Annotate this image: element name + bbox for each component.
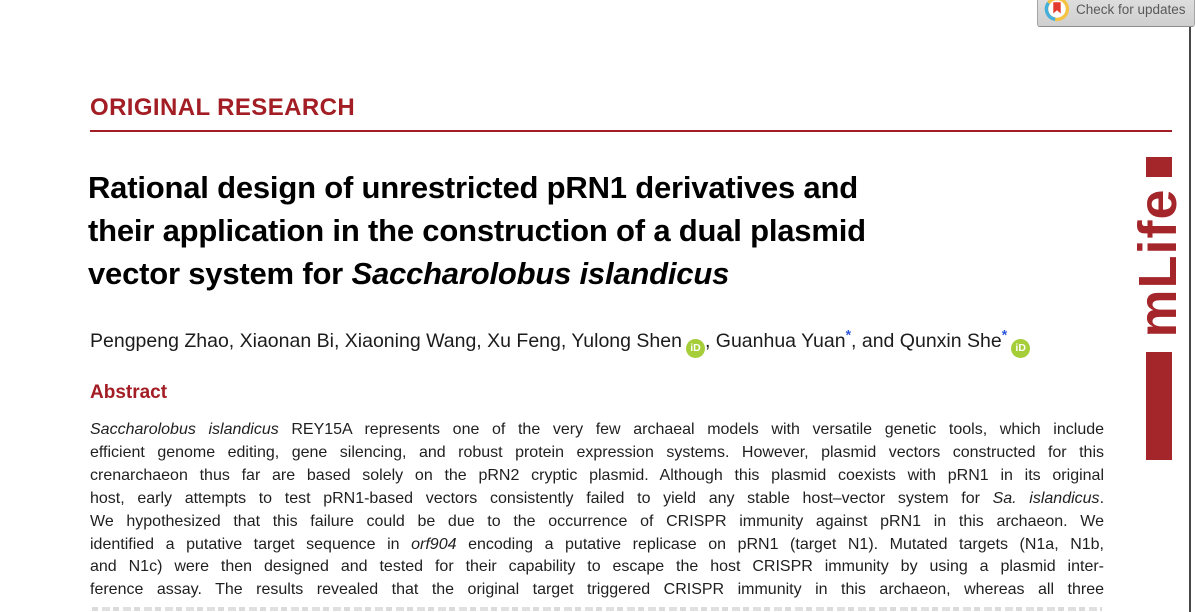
article-title-line3: vector system for Saccharolobus islandicus: [88, 256, 730, 291]
section-divider-rule: [90, 130, 1172, 132]
abstract-line: efficient genome editing, gene silencing, and robust protein expression systems. However, plasmid vectors constructed for this: [90, 443, 1104, 461]
author-names-group3: , and Qunxin She: [851, 330, 1002, 352]
abstract-line: identified a putative target sequence in orf904 encoding a putative replicase on pRN1 (target N1). Mutated targets (N1a, N1b,: [90, 535, 1104, 553]
abstract-heading: Abstract: [90, 382, 168, 403]
abstract-line: host, early attempts to test pRN1-based vectors consistently failed to yield any stable host–vector system for Sa. islandicus.: [90, 489, 1105, 507]
check-for-updates-button[interactable]: [1037, 0, 1195, 27]
clipped-text-line: [92, 607, 1102, 611]
check-for-updates-label: Check for updates: [1076, 1, 1186, 17]
species-name: Saccharolobus islandicus: [351, 256, 730, 291]
abstract-line: and N1c) were then designed and tested for their capability to escape the host CRISPR immunity by using a plasmid inter-: [90, 558, 1104, 576]
corresponding-author-marker: *: [1001, 326, 1008, 343]
abstract-line: ference assay. The results revealed that the original target triggered CRISPR immunity in this archaeon, whereas all three: [90, 581, 1104, 599]
article-type-heading: ORIGINAL RESEARCH: [90, 94, 356, 121]
author-names-group1: Pengpeng Zhao, Xiaonan Bi, Xiaoning Wang, Xu Feng, Yulong Shen: [90, 330, 682, 352]
crossmark-icon: [1044, 0, 1070, 22]
species-name: Sa. islandicus: [992, 489, 1100, 507]
mlife-logo-bar: [1146, 352, 1172, 460]
abstract-text: [90, 419, 1104, 602]
page-edge-rule: [1189, 0, 1191, 612]
article-title: [88, 166, 1098, 295]
gene-name: orf904: [411, 535, 457, 553]
corresponding-author-marker: *: [845, 326, 852, 343]
orcid-icon[interactable]: iD: [686, 339, 705, 358]
article-title-line2: their application in the construction of a dual plasmid: [88, 213, 866, 248]
article-title-line1: Rational design of unrestricted pRN1 derivatives and: [88, 170, 858, 205]
abstract-line: We hypothesized that this failure could be due to the occurrence of CRISPR immunity against pRN1 in this archaeon. We: [90, 512, 1104, 530]
mlife-logo-square: [1146, 157, 1172, 177]
author-list: [90, 326, 1110, 358]
mlife-journal-logo: mLife: [1128, 188, 1188, 338]
orcid-icon[interactable]: iD: [1011, 339, 1030, 358]
abstract-line: Saccharolobus islandicus REY15A represents one of the very few archaeal models with versatile genetic tools, which include: [90, 421, 1105, 438]
species-name: Saccharolobus islandicus: [90, 421, 279, 438]
author-names-group2: , Guanhua Yuan: [704, 330, 846, 352]
abstract-line: crenarchaeon thus far are based solely on the pRN2 cryptic plasmid. Although this plasmid coexists with pRN1 in its original: [90, 466, 1104, 484]
